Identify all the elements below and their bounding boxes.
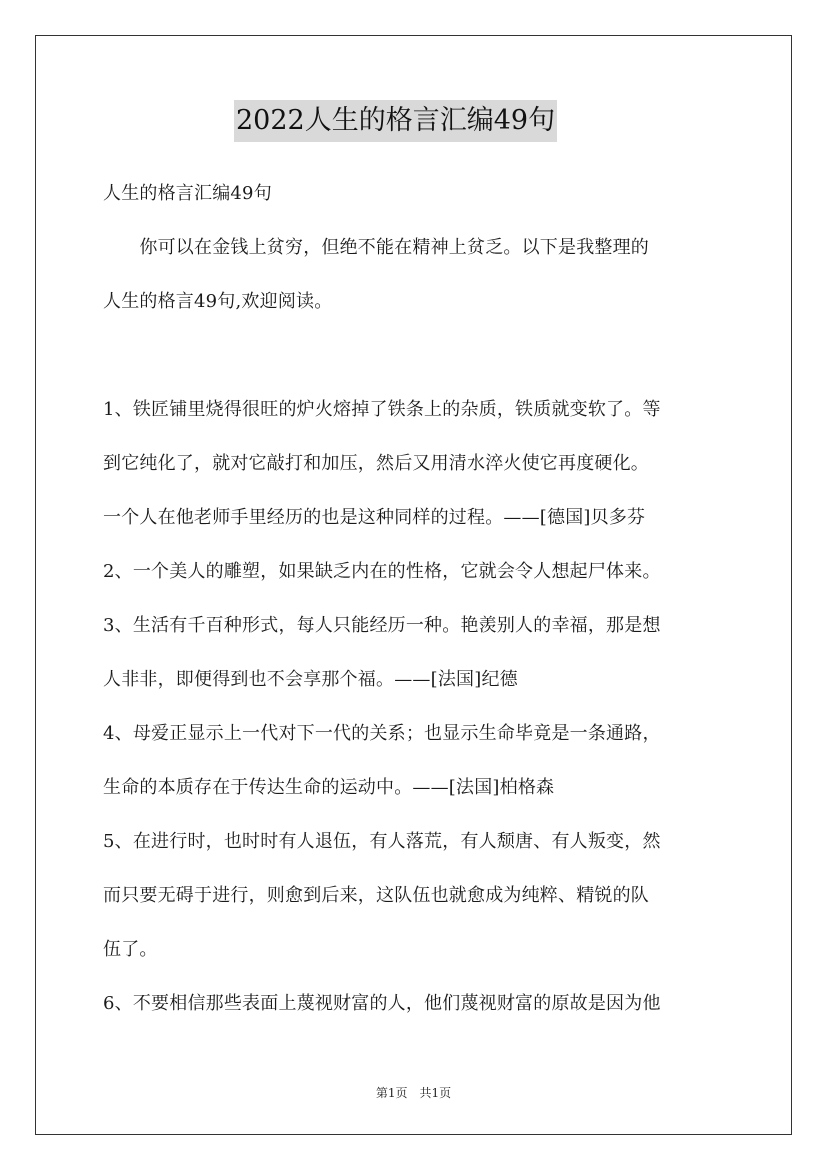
quote-line: 人非非，即便得到也不会享那个福。——[法国]纪德 (103, 669, 518, 690)
quote-line: 而只要无碍于进行，则愈到后来，这队伍也就愈成为纯粹、精锐的队 (103, 885, 649, 906)
quote-line: 2、一个美人的雕塑，如果缺乏内在的性格，它就会令人想起尸体来。 (103, 561, 661, 582)
document-title: 2022人生的格言汇编49句 (234, 100, 557, 142)
quote-line: 6、不要相信那些表面上蔑视财富的人，他们蔑视财富的原故是因为他 (103, 993, 661, 1014)
subtitle-line: 人生的格言汇编49句 (103, 183, 272, 204)
intro-line: 人生的格言49句,欢迎阅读。 (103, 291, 333, 312)
quote-line: 5、在进行时，也时时有人退伍，有人落荒，有人颓唐、有人叛变，然 (103, 831, 661, 852)
quote-line: 一个人在他老师手里经历的也是这种同样的过程。——[德国]贝多芬 (103, 507, 646, 528)
quote-line: 1、铁匠铺里烧得很旺的炉火熔掉了铁条上的杂质，铁质就变软了。等 (103, 399, 661, 420)
quote-line: 4、母爱正显示上一代对下一代的关系；也显示生命毕竟是一条通路， (103, 723, 661, 744)
quote-line: 伍了。 (103, 939, 158, 960)
intro-line: 你可以在金钱上贫穷，但绝不能在精神上贫乏。以下是我整理的 (103, 237, 649, 258)
quote-line: 3、生活有千百种形式，每人只能经历一种。艳羡别人的幸福，那是想 (103, 615, 661, 636)
quote-line: 到它纯化了，就对它敲打和加压，然后又用清水淬火使它再度硬化。 (103, 453, 649, 474)
quote-line: 生命的本质存在于传达生命的运动中。——[法国]柏格森 (103, 777, 555, 798)
page-footer: 第1页 共1页 (375, 1086, 452, 1100)
